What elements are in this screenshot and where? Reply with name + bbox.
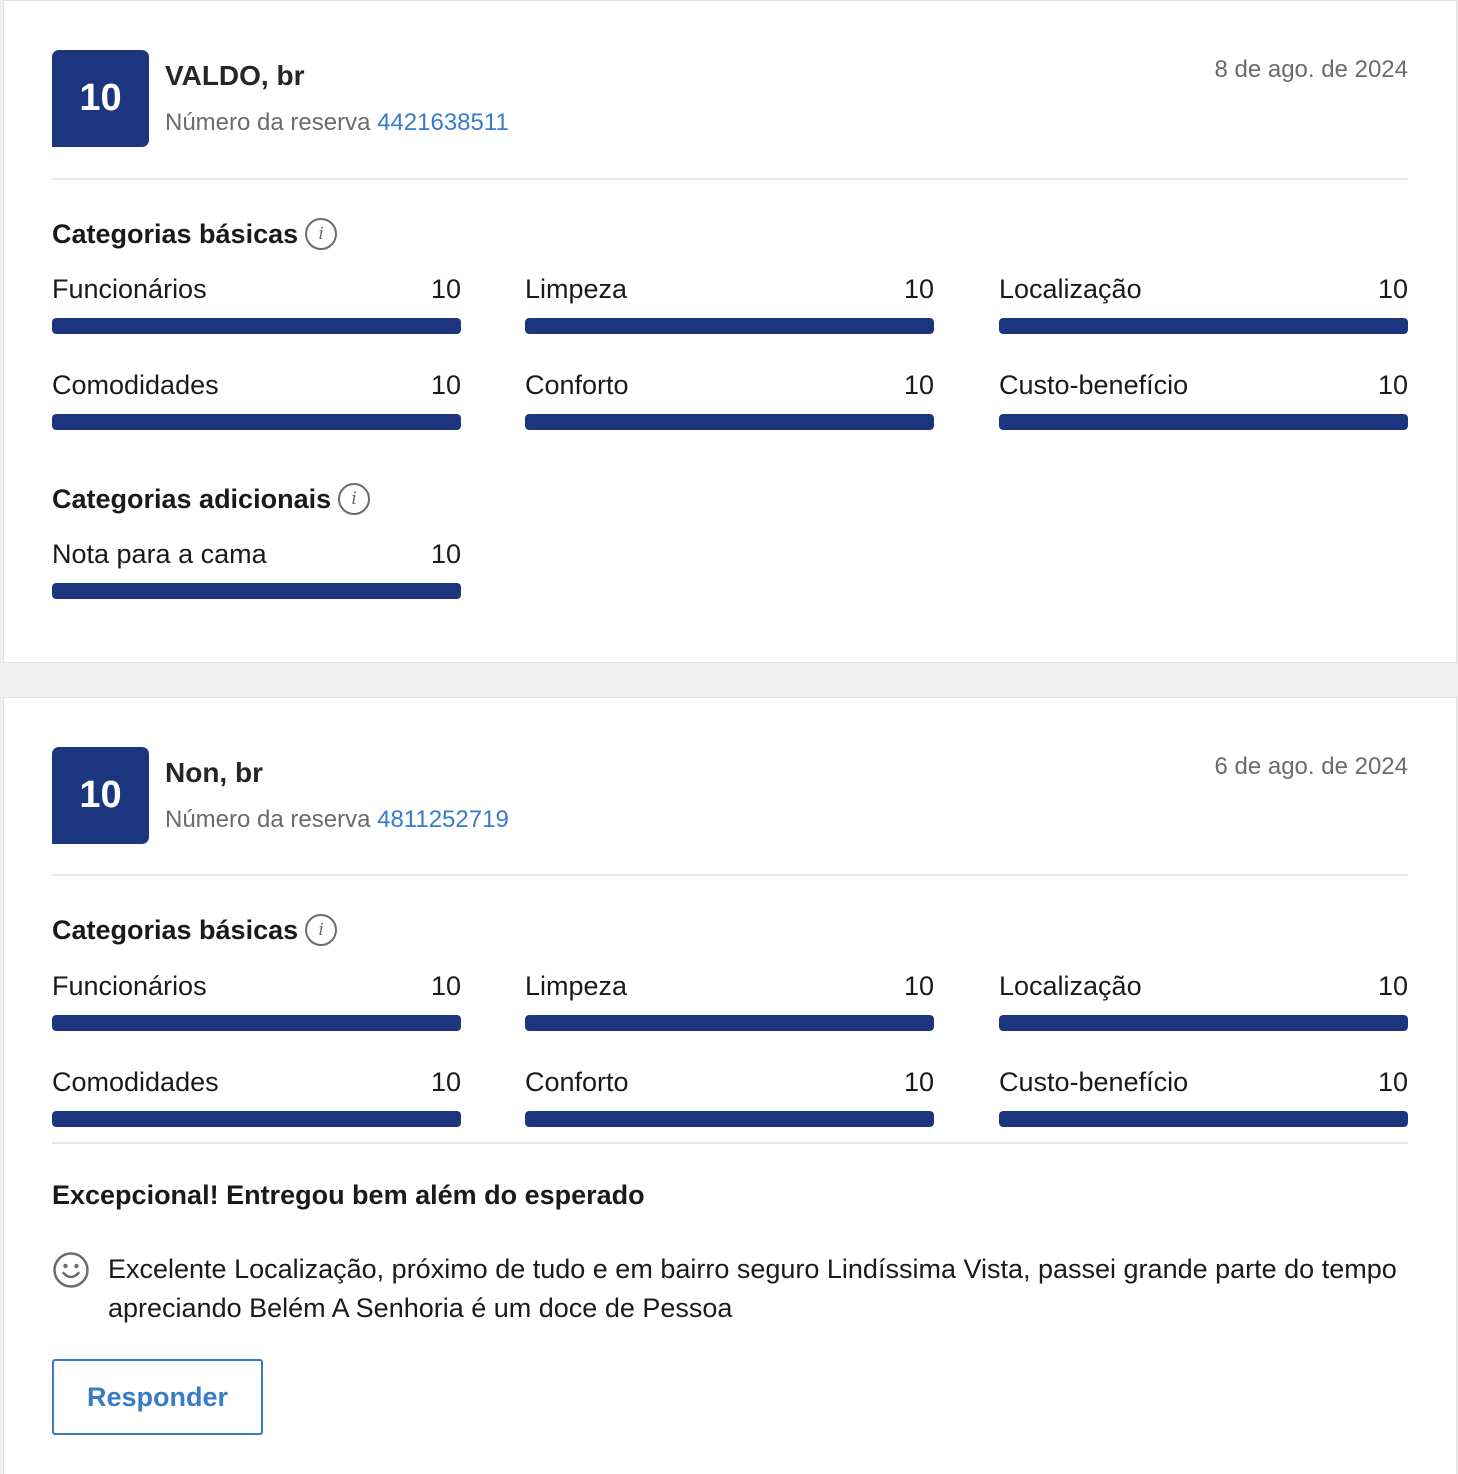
score-bar xyxy=(525,1111,934,1127)
category-staff xyxy=(52,971,461,1031)
category-facilities xyxy=(52,1067,461,1127)
divider xyxy=(52,178,1408,180)
category-score: 10 xyxy=(1377,1067,1408,1097)
basic-categories-title xyxy=(52,914,337,946)
category-score: 10 xyxy=(430,370,461,400)
booking-number-link[interactable]: 4421638511 xyxy=(377,109,509,136)
score-bar xyxy=(999,1111,1408,1127)
category-score: 10 xyxy=(430,1067,461,1097)
review-text: Excelente Localização, próximo de tudo e em bairro seguro Lindíssima Vista, passei grande parte do tempo apreciando Belém A Senhoria é um doce de Pessoa xyxy=(108,1254,1397,1323)
score-bar-fill xyxy=(52,1111,461,1127)
category-label: Conforto xyxy=(525,370,629,400)
category-score: 10 xyxy=(430,971,461,1001)
review-header xyxy=(52,747,1408,844)
category-label: Nota para a cama xyxy=(52,539,267,569)
score-bar xyxy=(525,414,934,430)
score-bar-fill xyxy=(525,318,934,334)
section-title-label: Categorias básicas xyxy=(52,914,299,945)
category-label: Limpeza xyxy=(525,274,628,304)
score-bar xyxy=(52,583,461,599)
booking-label: Número da reserva xyxy=(165,806,371,833)
booking-label: Número da reserva xyxy=(165,109,371,136)
category-score: 10 xyxy=(1377,370,1408,400)
section-title-label: Categorias básicas xyxy=(52,218,299,249)
review-header xyxy=(52,50,1408,147)
category-bed xyxy=(52,539,461,599)
score-bar-fill xyxy=(52,414,461,430)
booking-number-link[interactable]: 4811252719 xyxy=(377,806,509,833)
score-bar xyxy=(525,318,934,334)
score-bar-fill xyxy=(999,318,1408,334)
info-icon[interactable]: i xyxy=(305,914,337,946)
guest-name: Non, br xyxy=(165,757,263,788)
review-card xyxy=(3,0,1457,663)
score-bar xyxy=(52,1111,461,1127)
review-card xyxy=(3,697,1457,1474)
score-bar xyxy=(999,414,1408,430)
category-staff xyxy=(52,274,461,334)
category-label: Custo-benefício xyxy=(999,370,1189,400)
category-value xyxy=(999,370,1408,430)
category-location xyxy=(999,971,1408,1031)
booking-number xyxy=(165,109,509,137)
category-location xyxy=(999,274,1408,334)
score-bar-fill xyxy=(525,414,934,430)
score-bar xyxy=(999,318,1408,334)
category-score: 10 xyxy=(430,274,461,304)
review-date: 8 de ago. de 2024 xyxy=(1214,56,1408,83)
category-label: Localização xyxy=(999,274,1142,304)
category-label: Comodidades xyxy=(52,370,219,400)
score-badge: 10 xyxy=(52,50,149,147)
category-facilities xyxy=(52,370,461,430)
score-bar-fill xyxy=(52,583,461,599)
category-label: Funcionários xyxy=(52,971,207,1001)
category-label: Conforto xyxy=(525,1067,629,1097)
section-title-label: Categorias adicionais xyxy=(52,483,332,514)
score-bar-fill xyxy=(525,1111,934,1127)
category-score: 10 xyxy=(903,370,934,400)
category-label: Custo-benefício xyxy=(999,1067,1189,1097)
category-score: 10 xyxy=(430,539,461,569)
category-score: 10 xyxy=(1377,274,1408,304)
score-bar-fill xyxy=(999,414,1408,430)
score-bar xyxy=(999,1015,1408,1031)
category-cleanliness xyxy=(525,971,934,1031)
category-comfort xyxy=(525,1067,934,1127)
divider xyxy=(52,874,1408,876)
category-value xyxy=(999,1067,1408,1127)
category-score: 10 xyxy=(903,971,934,1001)
category-label: Localização xyxy=(999,971,1142,1001)
score-badge: 10 xyxy=(52,747,149,844)
score-bar-fill xyxy=(999,1111,1408,1127)
score-bar-fill xyxy=(999,1015,1408,1031)
booking-number xyxy=(165,806,509,834)
category-cleanliness xyxy=(525,274,934,334)
additional-categories-title xyxy=(52,483,370,515)
review-date: 6 de ago. de 2024 xyxy=(1214,753,1408,780)
category-comfort xyxy=(525,370,934,430)
category-score: 10 xyxy=(903,274,934,304)
category-label: Limpeza xyxy=(525,971,628,1001)
score-bar xyxy=(52,1015,461,1031)
score-bar xyxy=(52,318,461,334)
score-bar-fill xyxy=(52,318,461,334)
review-title: Excepcional! Entregou bem além do esperado xyxy=(52,1180,645,1210)
smile-icon xyxy=(52,1251,90,1289)
divider xyxy=(52,1142,1408,1144)
guest-name: VALDO, br xyxy=(165,60,305,91)
reply-button[interactable]: Responder xyxy=(52,1359,263,1435)
category-label: Funcionários xyxy=(52,274,207,304)
score-bar xyxy=(52,414,461,430)
info-icon[interactable]: i xyxy=(305,218,337,250)
score-bar-fill xyxy=(525,1015,934,1031)
score-bar xyxy=(525,1015,934,1031)
category-score: 10 xyxy=(1377,971,1408,1001)
category-label: Comodidades xyxy=(52,1067,219,1097)
info-icon[interactable]: i xyxy=(338,483,370,515)
score-bar-fill xyxy=(52,1015,461,1031)
category-score: 10 xyxy=(903,1067,934,1097)
basic-categories-title xyxy=(52,218,337,250)
